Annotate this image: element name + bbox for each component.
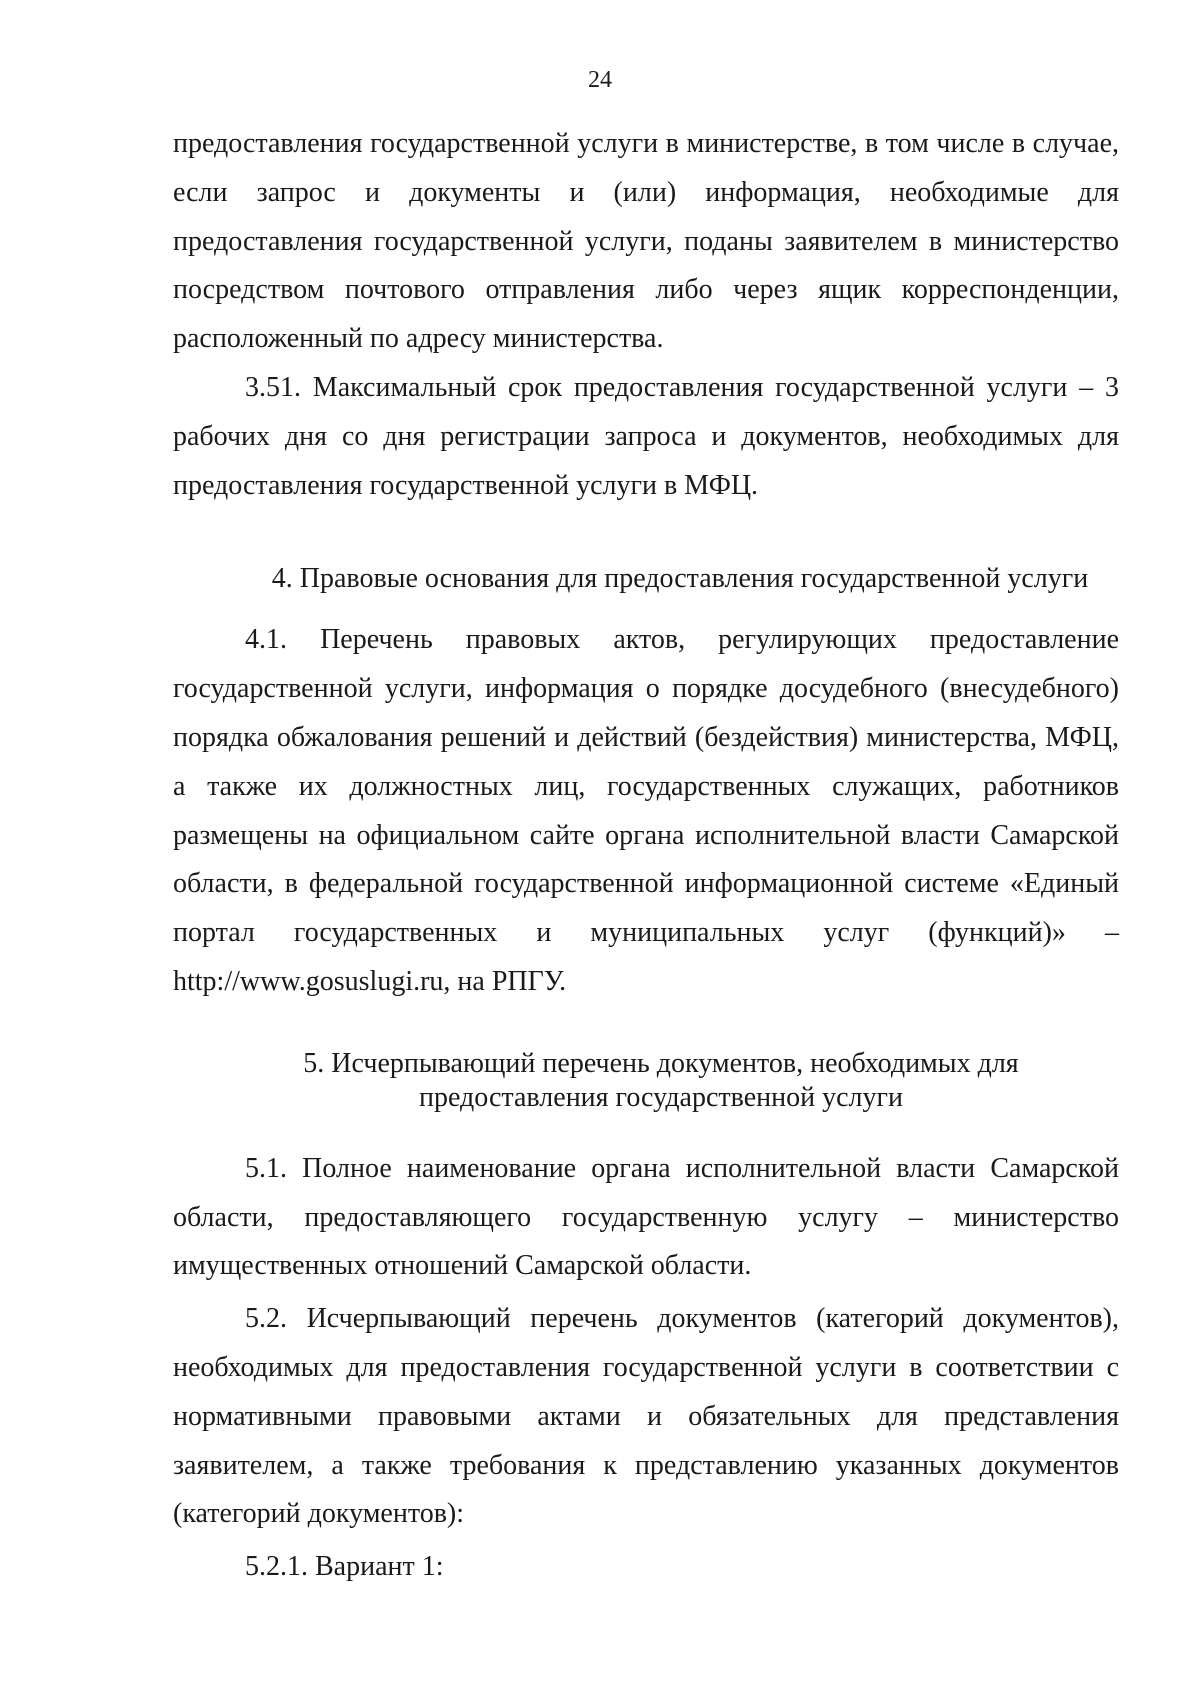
document-body: [173, 120, 1119, 1592]
paragraph-4-1: 4.1. Перечень правовых актов, регулирующих предоставление государственной услуги, информация о порядке досудебного (внесудебного) порядка обжалования решений и действий (бездействия) министерства, МФЦ, а также их должностных лиц, государственных служащих, работников размещены на официальном сайте органа исполнительной власти Самарской области, в федеральной государственной информационной системе «Единый портал государственных и муниципальных услуг (функций)» –: [173, 624, 1119, 949]
section-heading-5-line-1: 5. Исчерпывающий перечень документов, необходимых для: [303, 1047, 1019, 1079]
page-number: 24: [588, 67, 612, 93]
section-heading-5-line-2: предоставления государственной услуги: [419, 1081, 903, 1113]
paragraph-3-51: 3.51. Максимальный срок предоставления государственной услуги – 3 рабочих дня со дня регистрации запроса и документов, необходимых для предоставления государственной услуги в МФЦ.: [173, 371, 1119, 501]
paragraph-5-1: 5.1. Полное наименование органа исполнительной власти Самарской области, предоставляющего государственную услугу – министерство имущественных отношений Самарской области.: [173, 1152, 1119, 1282]
paragraph-5-2-1: 5.2.1. Вариант 1:: [245, 1551, 444, 1583]
paragraph-continuation: предоставления государственной услуги в министерстве, в том числе в случае, если запрос и документы и (или) информация, необходимые для предоставления государственной услуги, поданы заявителем в министерство посредством почтового отправления либо через ящик корреспонденции, расположенный по адресу министерства.: [173, 128, 1119, 355]
paragraph-5-2: 5.2. Исчерпывающий перечень документов (категорий документов), необходимых для предоставления государственной услуги в соответствии с нормативными правовыми актами и обязательных для представления заявителем, а также требования к представлению указанных документов (категорий документов):: [173, 1303, 1119, 1530]
section-heading-4: 4. Правовые основания для предоставления государственной услуги: [271, 563, 1089, 595]
section-heading-5: [173, 1047, 1119, 1115]
paragraph-4-1-url-line: http://www.gosuslugi.ru, на РПГУ.: [173, 965, 567, 997]
